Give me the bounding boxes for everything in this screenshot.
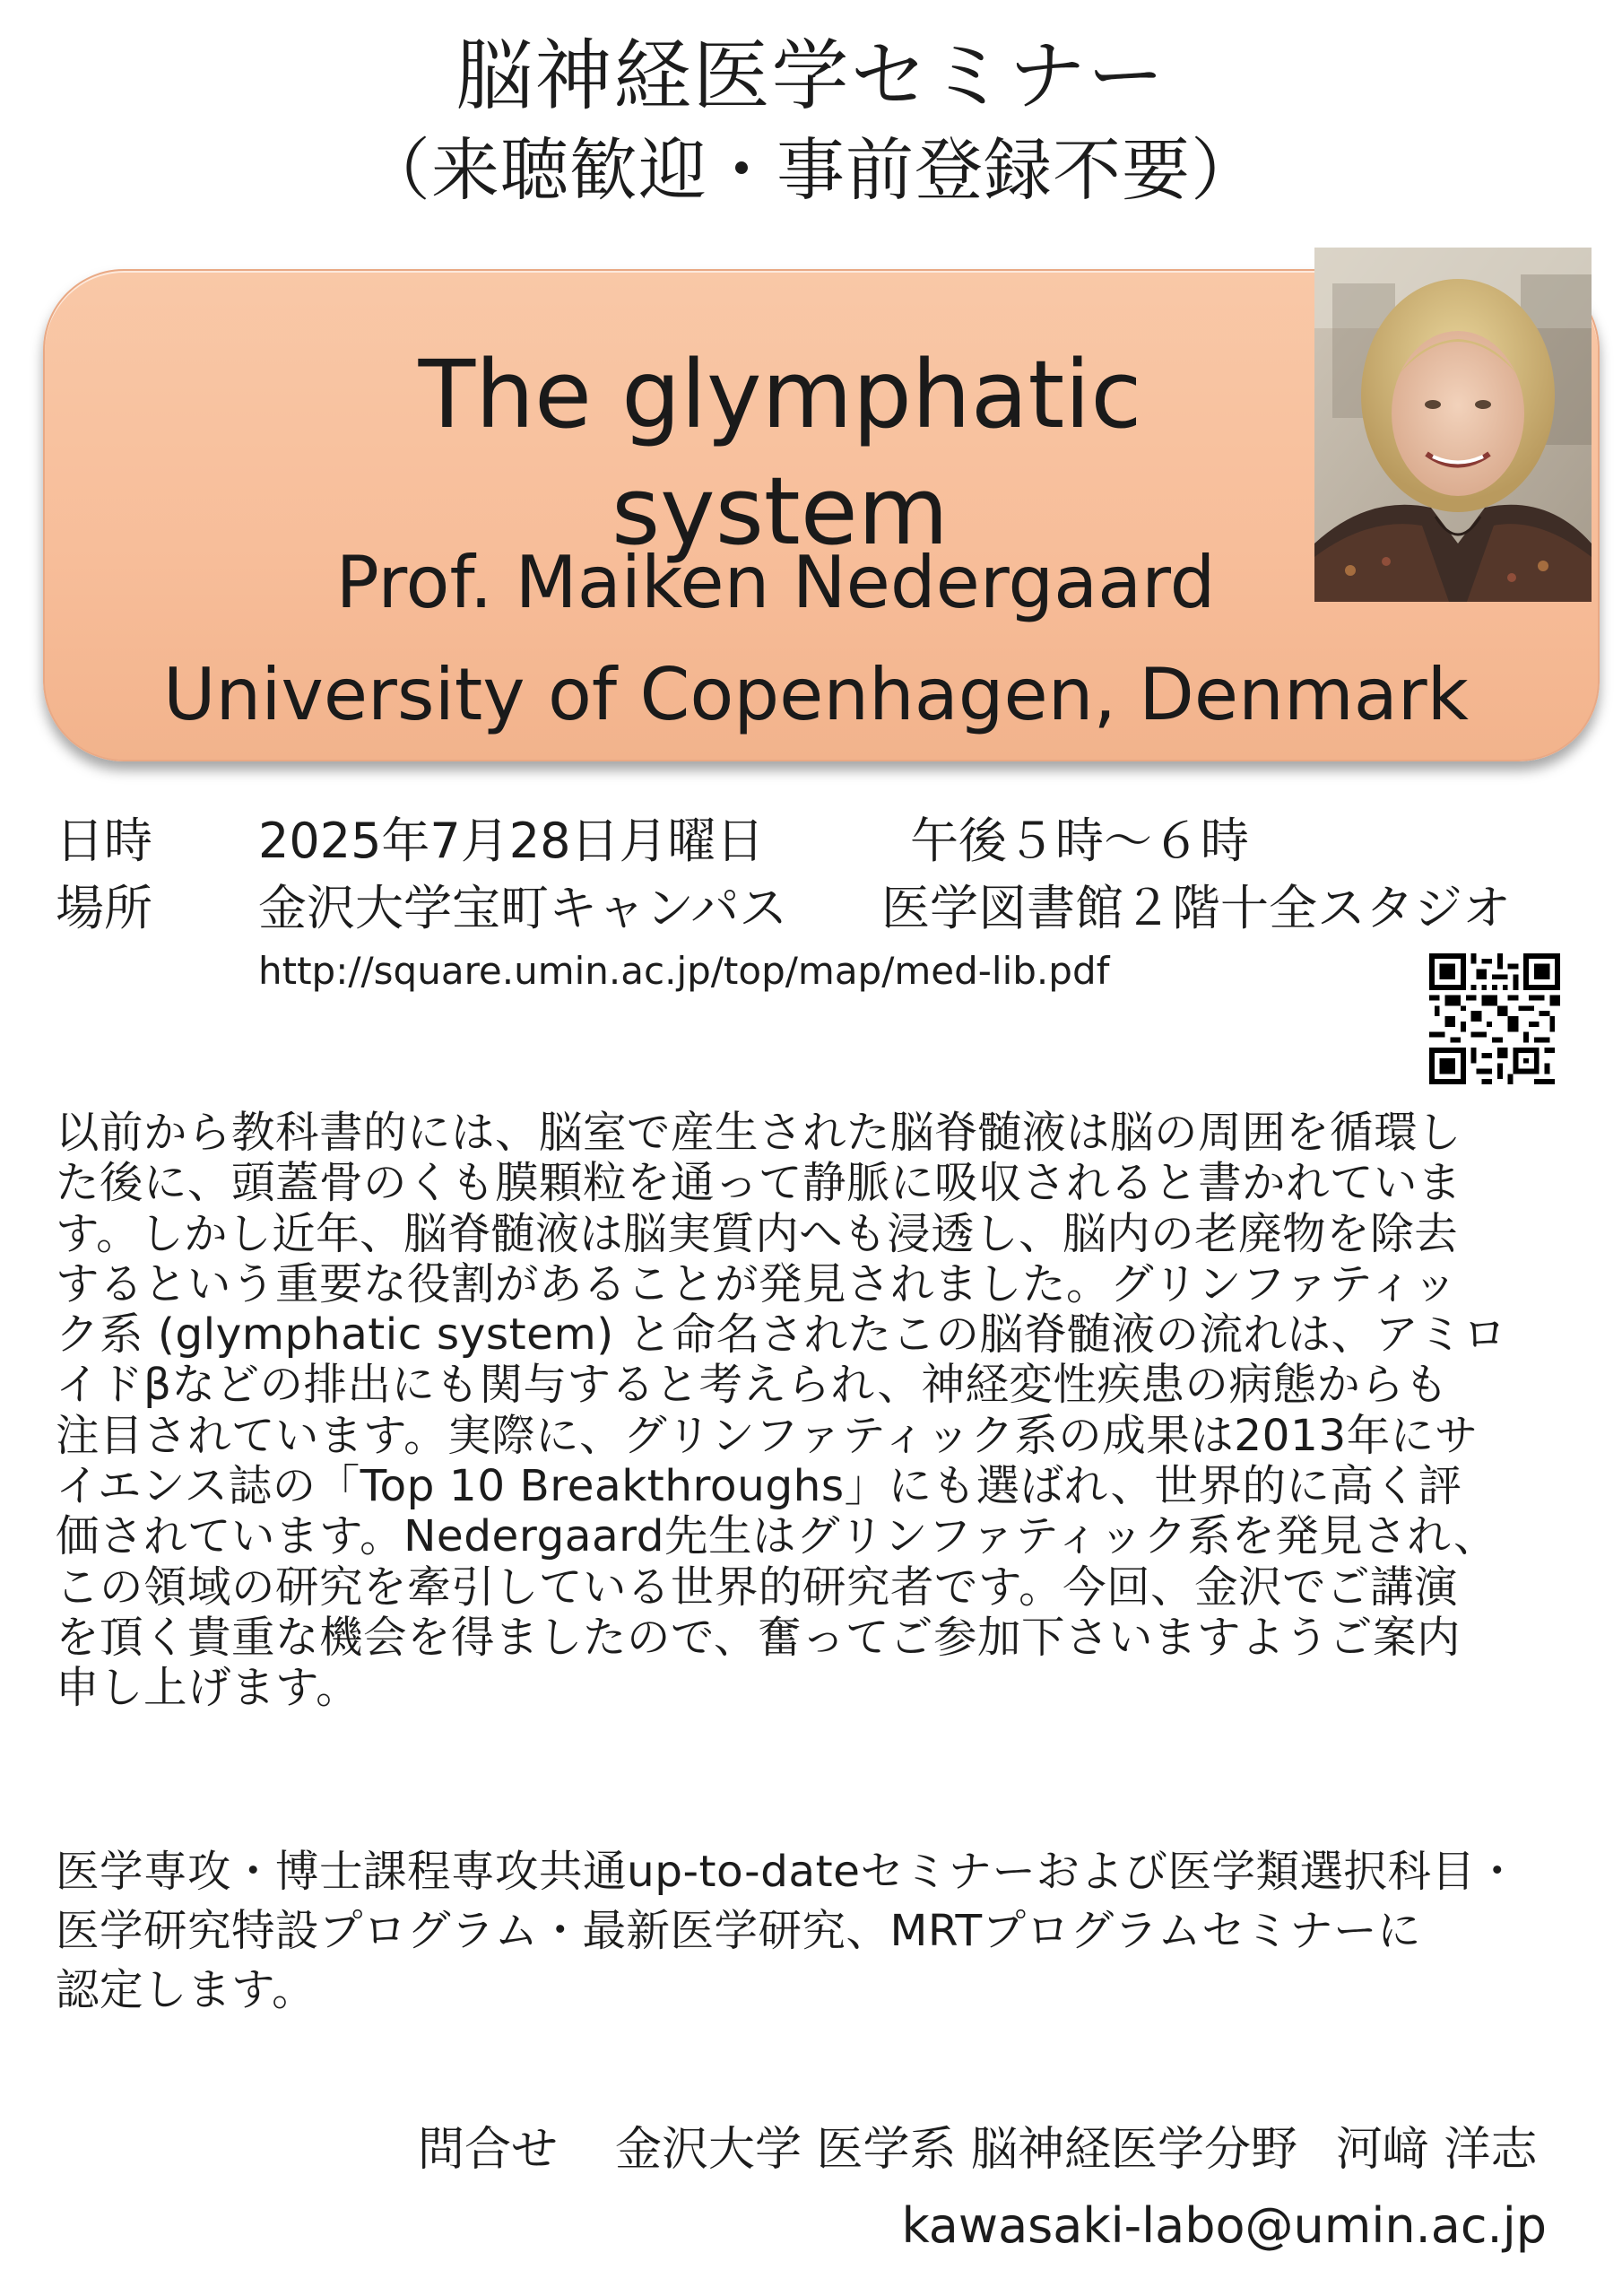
- contact-label: 問合せ: [418, 2123, 559, 2177]
- abstract-line: この領域の研究を牽引している世界的研究者です。今回、金沢でご講演: [56, 1561, 1459, 1613]
- abstract-line: ク系 (glymphatic system) と命名されたこの脳脊髄液の流れは、アミロ: [56, 1309, 1507, 1361]
- page-title: 脳神経医学セミナー: [455, 31, 1167, 121]
- talk-title: The glymphatic system: [418, 340, 1142, 566]
- abstract-line: た後に、頭蓋骨のくも膜顆粒を通って静脈に吸収されると書かれていま: [56, 1158, 1462, 1209]
- abstract-line: 価されています。Nedergaard先生はグリンファティック系を発見され、: [56, 1511, 1498, 1562]
- place-value: 金沢大学宝町キャンパス: [258, 880, 788, 936]
- speaker-affiliation: University of Copenhagen, Denmark: [162, 653, 1469, 736]
- speaker-name: Prof. Maiken Nedergaard: [335, 541, 1216, 624]
- abstract-line: イエンス誌の「Top 10 Breakthroughs」にも選ばれ、世界的に高く評: [56, 1461, 1462, 1512]
- abstract-line: 注目されています。実際に、グリンファティック系の成果は2013年にサ: [56, 1410, 1479, 1461]
- contact-person: 河﨑 洋志: [1336, 2123, 1538, 2177]
- date-value: 2025年7月28日月曜日: [258, 813, 765, 869]
- abstract-line: するという重要な役割があることが発見されました。グリンファティッ: [56, 1258, 1458, 1309]
- place-label: 場所: [56, 880, 152, 936]
- room-value: 医学図書館２階十全スタジオ: [881, 880, 1511, 936]
- time-value: 午後５時～６時: [910, 813, 1249, 869]
- abstract: [56, 1108, 1571, 1714]
- date-label: 日時: [56, 813, 152, 869]
- contact-email-link[interactable]: kawasaki-labo@umin.ac.jp: [901, 2197, 1547, 2254]
- credit-line: 医学専攻・博士課程専攻共通up-to-dateセミナーおよび医学類選択科目・: [56, 1847, 1520, 1897]
- abstract-line: 申し上げます。: [56, 1663, 360, 1714]
- page-subtitle: （来聴歓迎・事前登録不要）: [362, 130, 1260, 210]
- credit-note: [56, 1842, 1571, 2020]
- speaker-photo: [1314, 248, 1592, 602]
- abstract-line: す。しかし近年、脳脊髄液は脳実質内へも浸透し、脳内の老廃物を除去: [56, 1208, 1459, 1259]
- abstract-line: 以前から教科書的には、脳室で産生された脳脊髄液は脳の周囲を循環し: [56, 1108, 1462, 1158]
- qr-code-icon: [1429, 953, 1560, 1084]
- abstract-line: を頂く貴重な機会を得ましたので、奮ってご参加下さいますようご案内: [56, 1612, 1462, 1663]
- contact-organization: 金沢大学 医学系 脳神経医学分野: [615, 2123, 1298, 2177]
- map-url-link[interactable]: http://square.umin.ac.jp/top/map/med-lib.pdf: [258, 949, 1110, 993]
- credit-line: 認定します。: [56, 1965, 317, 2015]
- abstract-line: イドβなどの排出にも関与すると考えられ、神経変性疾患の病態からも: [56, 1360, 1449, 1411]
- credit-line: 医学研究特設プログラム・最新医学研究、MRTプログラムセミナーに: [56, 1906, 1422, 1956]
